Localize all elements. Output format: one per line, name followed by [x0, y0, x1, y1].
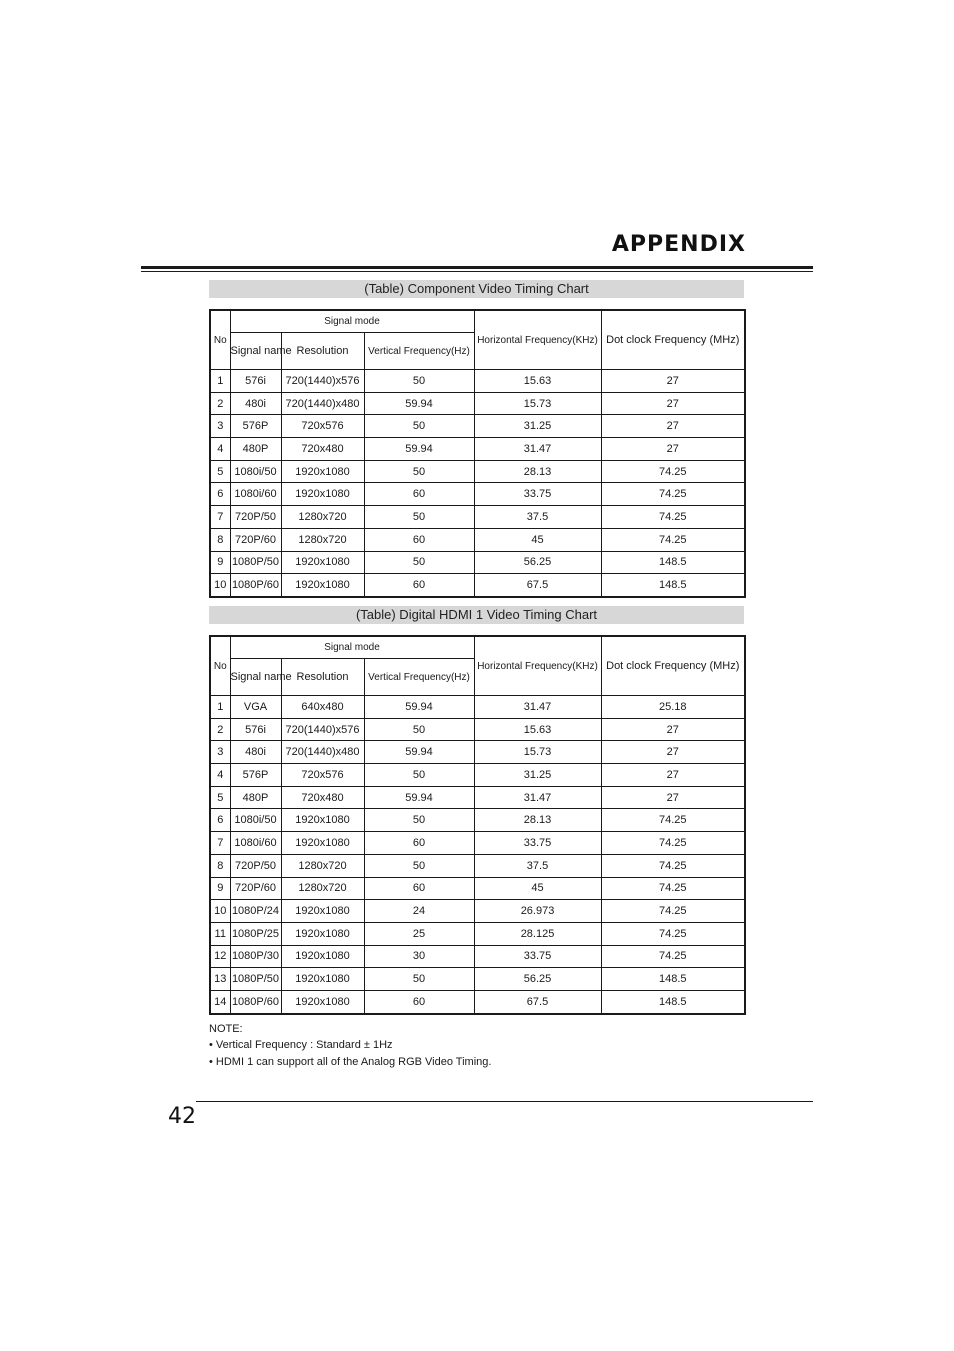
cell-resolution: 1920x1080 — [281, 551, 364, 574]
cell-resolution: 1280x720 — [281, 877, 364, 900]
cell-signal-name: 720P/50 — [230, 506, 281, 529]
cell-horizontal-frequency: 31.25 — [474, 764, 601, 787]
cell-resolution: 1920x1080 — [281, 900, 364, 923]
table-row — [210, 786, 745, 809]
table-row — [210, 460, 745, 483]
cell-dot-clock: 74.25 — [601, 877, 745, 900]
cell-no: 5 — [210, 460, 230, 483]
cell-vertical-frequency: 50 — [364, 460, 474, 483]
cell-signal-name: 1080P/30 — [230, 945, 281, 968]
table-row — [210, 551, 745, 574]
cell-dot-clock: 25.18 — [601, 696, 745, 719]
footer-rule — [196, 1101, 813, 1102]
cell-signal-name: 720P/60 — [230, 877, 281, 900]
table-row — [210, 574, 745, 597]
cell-no: 3 — [210, 741, 230, 764]
cell-dot-clock: 74.25 — [601, 900, 745, 923]
cell-resolution: 720(1440)x480 — [281, 392, 364, 415]
cell-horizontal-frequency: 37.5 — [474, 854, 601, 877]
cell-resolution: 1920x1080 — [281, 809, 364, 832]
cell-dot-clock: 74.25 — [601, 809, 745, 832]
header-signal-mode: Signal mode — [230, 310, 474, 333]
note-item: • Vertical Frequency : Standard ± 1Hz — [209, 1039, 393, 1051]
cell-vertical-frequency: 59.94 — [364, 741, 474, 764]
cell-horizontal-frequency: 31.47 — [474, 438, 601, 461]
header-signal-name: Signal name — [230, 333, 281, 370]
cell-signal-name: 576i — [230, 370, 281, 393]
cell-horizontal-frequency: 45 — [474, 877, 601, 900]
cell-horizontal-frequency: 45 — [474, 528, 601, 551]
cell-dot-clock: 27 — [601, 741, 745, 764]
cell-horizontal-frequency: 33.75 — [474, 832, 601, 855]
cell-horizontal-frequency: 33.75 — [474, 945, 601, 968]
cell-vertical-frequency: 59.94 — [364, 696, 474, 719]
header-resolution: Resolution — [281, 659, 364, 696]
table-row — [210, 415, 745, 438]
cell-signal-name: 1080i/50 — [230, 809, 281, 832]
cell-no: 12 — [210, 945, 230, 968]
cell-vertical-frequency: 60 — [364, 832, 474, 855]
cell-resolution: 1920x1080 — [281, 483, 364, 506]
cell-vertical-frequency: 50 — [364, 506, 474, 529]
cell-dot-clock: 27 — [601, 786, 745, 809]
cell-vertical-frequency: 30 — [364, 945, 474, 968]
cell-horizontal-frequency: 56.25 — [474, 551, 601, 574]
cell-dot-clock: 27 — [601, 370, 745, 393]
cell-no: 1 — [210, 696, 230, 719]
cell-dot-clock: 74.25 — [601, 528, 745, 551]
cell-resolution: 1920x1080 — [281, 968, 364, 991]
table-row — [210, 741, 745, 764]
cell-dot-clock: 74.25 — [601, 854, 745, 877]
table-row — [210, 945, 745, 968]
cell-no: 11 — [210, 922, 230, 945]
header-signal-mode: Signal mode — [230, 636, 474, 659]
table-row — [210, 392, 745, 415]
cell-horizontal-frequency: 15.63 — [474, 370, 601, 393]
table-row — [210, 990, 745, 1013]
cell-resolution: 1920x1080 — [281, 460, 364, 483]
cell-dot-clock: 74.25 — [601, 483, 745, 506]
table-row — [210, 922, 745, 945]
notes-title: NOTE: — [209, 1023, 243, 1035]
cell-signal-name: VGA — [230, 696, 281, 719]
cell-dot-clock: 27 — [601, 718, 745, 741]
cell-vertical-frequency: 50 — [364, 551, 474, 574]
cell-resolution: 720(1440)x576 — [281, 370, 364, 393]
cell-signal-name: 1080P/60 — [230, 990, 281, 1013]
cell-signal-name: 720P/50 — [230, 854, 281, 877]
cell-signal-name: 480i — [230, 392, 281, 415]
cell-vertical-frequency: 50 — [364, 968, 474, 991]
cell-signal-name: 720P/60 — [230, 528, 281, 551]
heading-rule-thick — [141, 266, 813, 269]
header-dot-clock-frequency: Dot clock Frequency (MHz) — [601, 636, 745, 696]
table-row — [210, 696, 745, 719]
cell-dot-clock: 148.5 — [601, 990, 745, 1013]
cell-signal-name: 1080P/24 — [230, 900, 281, 923]
cell-no: 7 — [210, 506, 230, 529]
cell-horizontal-frequency: 31.47 — [474, 696, 601, 719]
cell-vertical-frequency: 59.94 — [364, 392, 474, 415]
cell-no: 6 — [210, 483, 230, 506]
cell-vertical-frequency: 60 — [364, 990, 474, 1013]
table-row — [210, 968, 745, 991]
cell-horizontal-frequency: 28.13 — [474, 460, 601, 483]
hdmi-table-caption: (Table) Digital HDMI 1 Video Timing Chart — [209, 606, 744, 624]
cell-signal-name: 1080i/60 — [230, 483, 281, 506]
cell-no: 4 — [210, 764, 230, 787]
cell-no: 7 — [210, 832, 230, 855]
cell-dot-clock: 27 — [601, 438, 745, 461]
cell-vertical-frequency: 59.94 — [364, 786, 474, 809]
cell-resolution: 1920x1080 — [281, 832, 364, 855]
cell-dot-clock: 74.25 — [601, 922, 745, 945]
cell-vertical-frequency: 60 — [364, 483, 474, 506]
table-row — [210, 854, 745, 877]
table-row — [210, 809, 745, 832]
cell-dot-clock: 148.5 — [601, 551, 745, 574]
heading-rule-thin — [141, 271, 813, 272]
cell-no: 2 — [210, 718, 230, 741]
table-row — [210, 370, 745, 393]
cell-dot-clock: 27 — [601, 764, 745, 787]
cell-signal-name: 1080i/60 — [230, 832, 281, 855]
page-number: 42 — [168, 1104, 196, 1129]
cell-no: 4 — [210, 438, 230, 461]
table-row — [210, 438, 745, 461]
cell-no: 8 — [210, 528, 230, 551]
table-row — [210, 528, 745, 551]
header-horizontal-frequency: Horizontal Frequency(KHz) — [474, 636, 601, 696]
table-row — [210, 483, 745, 506]
cell-horizontal-frequency: 15.73 — [474, 741, 601, 764]
cell-horizontal-frequency: 31.47 — [474, 786, 601, 809]
cell-no: 1 — [210, 370, 230, 393]
cell-horizontal-frequency: 37.5 — [474, 506, 601, 529]
cell-vertical-frequency: 24 — [364, 900, 474, 923]
cell-horizontal-frequency: 67.5 — [474, 574, 601, 597]
cell-vertical-frequency: 50 — [364, 718, 474, 741]
cell-no: 9 — [210, 877, 230, 900]
header-no: No — [210, 636, 230, 696]
header-resolution: Resolution — [281, 333, 364, 370]
header-dot-clock-frequency: Dot clock Frequency (MHz) — [601, 310, 745, 370]
table-row — [210, 877, 745, 900]
cell-dot-clock: 148.5 — [601, 968, 745, 991]
cell-resolution: 1920x1080 — [281, 945, 364, 968]
cell-resolution: 720x480 — [281, 438, 364, 461]
header-no: No — [210, 310, 230, 370]
cell-vertical-frequency: 50 — [364, 854, 474, 877]
header-vertical-frequency: Vertical Frequency(Hz) — [364, 659, 474, 696]
cell-resolution: 1280x720 — [281, 854, 364, 877]
cell-horizontal-frequency: 26.973 — [474, 900, 601, 923]
cell-vertical-frequency: 50 — [364, 764, 474, 787]
cell-resolution: 720x480 — [281, 786, 364, 809]
component-timing-table — [209, 309, 746, 598]
cell-vertical-frequency: 50 — [364, 415, 474, 438]
cell-no: 6 — [210, 809, 230, 832]
notes-section — [209, 1021, 491, 1071]
cell-vertical-frequency: 59.94 — [364, 438, 474, 461]
cell-dot-clock: 27 — [601, 415, 745, 438]
cell-resolution: 1920x1080 — [281, 574, 364, 597]
cell-horizontal-frequency: 56.25 — [474, 968, 601, 991]
cell-no: 2 — [210, 392, 230, 415]
cell-vertical-frequency: 60 — [364, 528, 474, 551]
cell-no: 10 — [210, 574, 230, 597]
cell-resolution: 720(1440)x576 — [281, 718, 364, 741]
cell-resolution: 720x576 — [281, 415, 364, 438]
cell-signal-name: 1080P/25 — [230, 922, 281, 945]
table-row — [210, 506, 745, 529]
cell-no: 10 — [210, 900, 230, 923]
cell-horizontal-frequency: 15.63 — [474, 718, 601, 741]
cell-resolution: 1920x1080 — [281, 990, 364, 1013]
table-row — [210, 764, 745, 787]
cell-dot-clock: 74.25 — [601, 832, 745, 855]
cell-horizontal-frequency: 28.125 — [474, 922, 601, 945]
cell-dot-clock: 148.5 — [601, 574, 745, 597]
table-row — [210, 900, 745, 923]
cell-vertical-frequency: 60 — [364, 574, 474, 597]
cell-vertical-frequency: 60 — [364, 877, 474, 900]
cell-signal-name: 1080P/60 — [230, 574, 281, 597]
cell-horizontal-frequency: 67.5 — [474, 990, 601, 1013]
cell-horizontal-frequency: 31.25 — [474, 415, 601, 438]
cell-vertical-frequency: 25 — [364, 922, 474, 945]
cell-no: 9 — [210, 551, 230, 574]
header-signal-name: Signal name — [230, 659, 281, 696]
cell-resolution: 720(1440)x480 — [281, 741, 364, 764]
hdmi-timing-table — [209, 635, 746, 1015]
cell-dot-clock: 74.25 — [601, 506, 745, 529]
table-row — [210, 832, 745, 855]
component-table-caption: (Table) Component Video Timing Chart — [209, 280, 744, 298]
cell-resolution: 1280x720 — [281, 506, 364, 529]
cell-no: 5 — [210, 786, 230, 809]
cell-signal-name: 1080P/50 — [230, 968, 281, 991]
cell-no: 8 — [210, 854, 230, 877]
cell-resolution: 640x480 — [281, 696, 364, 719]
cell-signal-name: 480P — [230, 786, 281, 809]
cell-horizontal-frequency: 28.13 — [474, 809, 601, 832]
cell-no: 13 — [210, 968, 230, 991]
cell-resolution: 1920x1080 — [281, 922, 364, 945]
cell-signal-name: 480P — [230, 438, 281, 461]
table-row — [210, 718, 745, 741]
cell-signal-name: 480i — [230, 741, 281, 764]
cell-horizontal-frequency: 33.75 — [474, 483, 601, 506]
cell-resolution: 1280x720 — [281, 528, 364, 551]
cell-dot-clock: 27 — [601, 392, 745, 415]
page-heading: APPENDIX — [611, 232, 746, 257]
cell-resolution: 720x576 — [281, 764, 364, 787]
cell-signal-name: 576i — [230, 718, 281, 741]
cell-dot-clock: 74.25 — [601, 460, 745, 483]
cell-signal-name: 1080i/50 — [230, 460, 281, 483]
header-vertical-frequency: Vertical Frequency(Hz) — [364, 333, 474, 370]
cell-signal-name: 576P — [230, 764, 281, 787]
cell-no: 14 — [210, 990, 230, 1013]
cell-signal-name: 1080P/50 — [230, 551, 281, 574]
cell-vertical-frequency: 50 — [364, 809, 474, 832]
cell-horizontal-frequency: 15.73 — [474, 392, 601, 415]
cell-no: 3 — [210, 415, 230, 438]
cell-signal-name: 576P — [230, 415, 281, 438]
note-item: • HDMI 1 can support all of the Analog RGB Video Timing. — [209, 1056, 492, 1068]
cell-vertical-frequency: 50 — [364, 370, 474, 393]
cell-dot-clock: 74.25 — [601, 945, 745, 968]
header-horizontal-frequency: Horizontal Frequency(KHz) — [474, 310, 601, 370]
